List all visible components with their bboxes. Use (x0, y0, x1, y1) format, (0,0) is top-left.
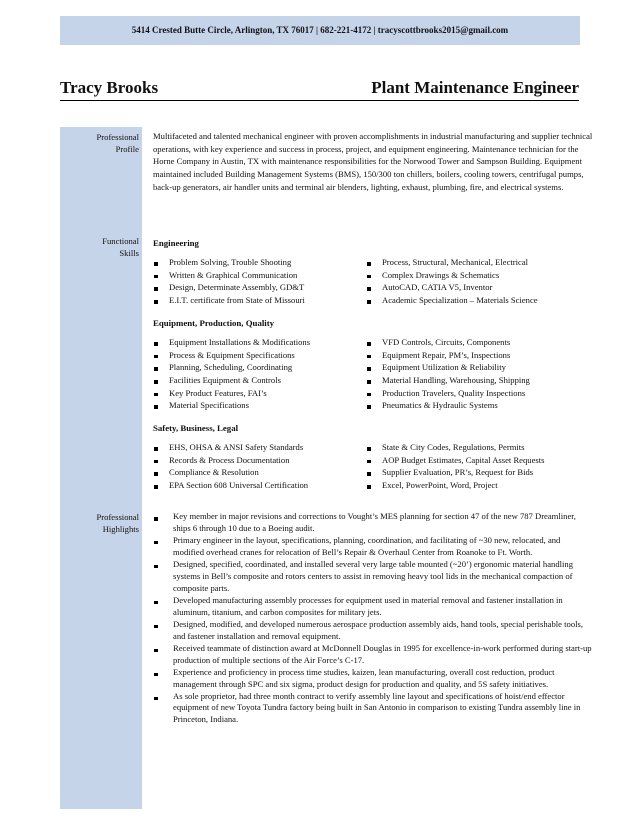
highlight-item: Designed, modified, and developed numerous aerospace production assembly aids, hand tools, special perishable tools, and fastener installation and removal equipment. (153, 619, 593, 643)
highlight-item: Experience and proficiency in process time studies, kaizen, lean manufacturing, overall cost reduction, product management through SPC and six sigma, product design for production and quality, and 5S safety initiatives. (153, 667, 593, 691)
section-sidebar (60, 127, 142, 809)
list-item: Excel, PowerPoint, Word, Project (366, 479, 601, 492)
list-item: Key Product Features, FAI’s (153, 387, 388, 400)
candidate-name: Tracy Brooks (60, 78, 159, 97)
resume-header (60, 76, 579, 101)
label-professional-highlights (60, 511, 139, 535)
list-item: Written & Graphical Communication (153, 269, 388, 282)
highlight-item: Developed manufacturing assembly processes for equipment used in material removal and fastener installation in aluminum, titanium, and carbon composites for military jets. (153, 595, 593, 619)
list-item: EHS, OHSA & ANSI Safety Standards (153, 441, 388, 454)
skills-list-engineering-left (153, 256, 388, 307)
list-item: Academic Specialization – Materials Science (366, 294, 601, 307)
list-item: AOP Budget Estimates, Capital Asset Requests (366, 454, 601, 467)
job-title: Plant Maintenance Engineer (371, 78, 579, 97)
highlight-item: Designed, specified, coordinated, and installed several very large table mounted (~20’) ergonomic material handling systems in Bell’s composite and rotors centers to assist in removing heavy tool lids in the mechanical compaction of composite parts. (153, 559, 593, 594)
highlight-item: Key member in major revisions and corrections to Vought’s MES planning for section 47 of the new 787 Dreamliner, ships 6 through 10 due to a Boeing audit. (153, 511, 593, 535)
list-item: Production Travelers, Quality Inspections (366, 387, 601, 400)
list-item: Equipment Repair, PM’s, Inspections (366, 349, 601, 362)
highlight-item: As sole proprietor, had three month contract to verify assembly line layout and specifications of hoist/end effector equipment of new Toyota Tundra factory being built in San Antonio in comparison to existing Tundra assembly line in Princeton, Indiana. (153, 691, 593, 726)
list-item: E.I.T. certificate from State of Missouri (153, 294, 388, 307)
list-item: Equipment Installations & Modifications (153, 336, 388, 349)
label-functional-skills (60, 235, 139, 259)
skills-heading-engineering: Engineering (153, 238, 199, 248)
list-item: Planning, Scheduling, Coordinating (153, 361, 388, 374)
list-item: Material Specifications (153, 399, 388, 412)
label-line: Profile (115, 144, 139, 154)
label-professional-profile (60, 131, 139, 155)
list-item: State & City Codes, Regulations, Permits (366, 441, 601, 454)
profile-section (153, 130, 593, 194)
highlight-item: Received teammate of distinction award at McDonnell Douglas in 1995 for excellence-in-work performed during start-up production of multiple sections of the Air Force’s C-17. (153, 643, 593, 667)
skills-list-equipment-right (366, 336, 601, 412)
list-item: Design, Determinate Assembly, GD&T (153, 281, 388, 294)
list-item: Problem Solving, Trouble Shooting (153, 256, 388, 269)
label-line: Skills (119, 248, 139, 258)
list-item: Records & Process Documentation (153, 454, 388, 467)
list-item: VFD Controls, Circuits, Components (366, 336, 601, 349)
profile-paragraph: Multifaceted and talented mechanical engineer with proven accomplishments in industrial manufacturing and supplier technical operations, with key experience and success in process, project, and equipment engineering. Maintenance technician for the Horne Company in Austin, TX with maintenance responsibilities for the Norwood Tower and Sampson Building. Equipment maintained included Building Management Systems (BMS), 150/300 ton chillers, boilers, cooling towers, centrifugal pumps, back-up generators, air handler units and terminal air blenders, lighting, exhaust, plumbing, fire, and electrical systems. (153, 131, 593, 192)
skills-list-safety-right (366, 441, 601, 492)
skills-list-safety-left (153, 441, 388, 492)
label-line: Functional (102, 236, 139, 246)
list-item: Equipment Utilization & Reliability (366, 361, 601, 374)
label-line: Highlights (102, 524, 139, 534)
list-item: Complex Drawings & Schematics (366, 269, 601, 282)
skills-heading-equipment: Equipment, Production, Quality (153, 318, 275, 328)
skills-list-engineering-right (366, 256, 601, 307)
list-item: Material Handling, Warehousing, Shipping (366, 374, 601, 387)
list-item: EPA Section 608 Universal Certification (153, 479, 388, 492)
skills-list-equipment-left (153, 336, 388, 412)
contact-bar: 5414 Crested Butte Circle, Arlington, TX 76017 | 682-221-4172 | tracyscottbrooks2015@gmail.com (60, 16, 580, 45)
label-line: Professional (96, 132, 139, 142)
list-item: Process, Structural, Mechanical, Electrical (366, 256, 601, 269)
list-item: AutoCAD, CATIA V5, Inventor (366, 281, 601, 294)
list-item: Compliance & Resolution (153, 466, 388, 479)
list-item: Pneumatics & Hydraulic Systems (366, 399, 601, 412)
label-line: Professional (96, 512, 139, 522)
highlight-item: Primary engineer in the layout, specifications, planning, coordination, and facilitating of ~30 new, relocated, and modified overhead cranes for relocation of Bell’s Repair & Overhaul Center from Roanoke to Ft. Worth. (153, 535, 593, 559)
list-item: Supplier Evaluation, PR’s, Request for Bids (366, 466, 601, 479)
highlights-section (153, 511, 593, 726)
list-item: Process & Equipment Specifications (153, 349, 388, 362)
list-item: Facilities Equipment & Controls (153, 374, 388, 387)
skills-heading-safety: Safety, Business, Legal (153, 423, 239, 433)
